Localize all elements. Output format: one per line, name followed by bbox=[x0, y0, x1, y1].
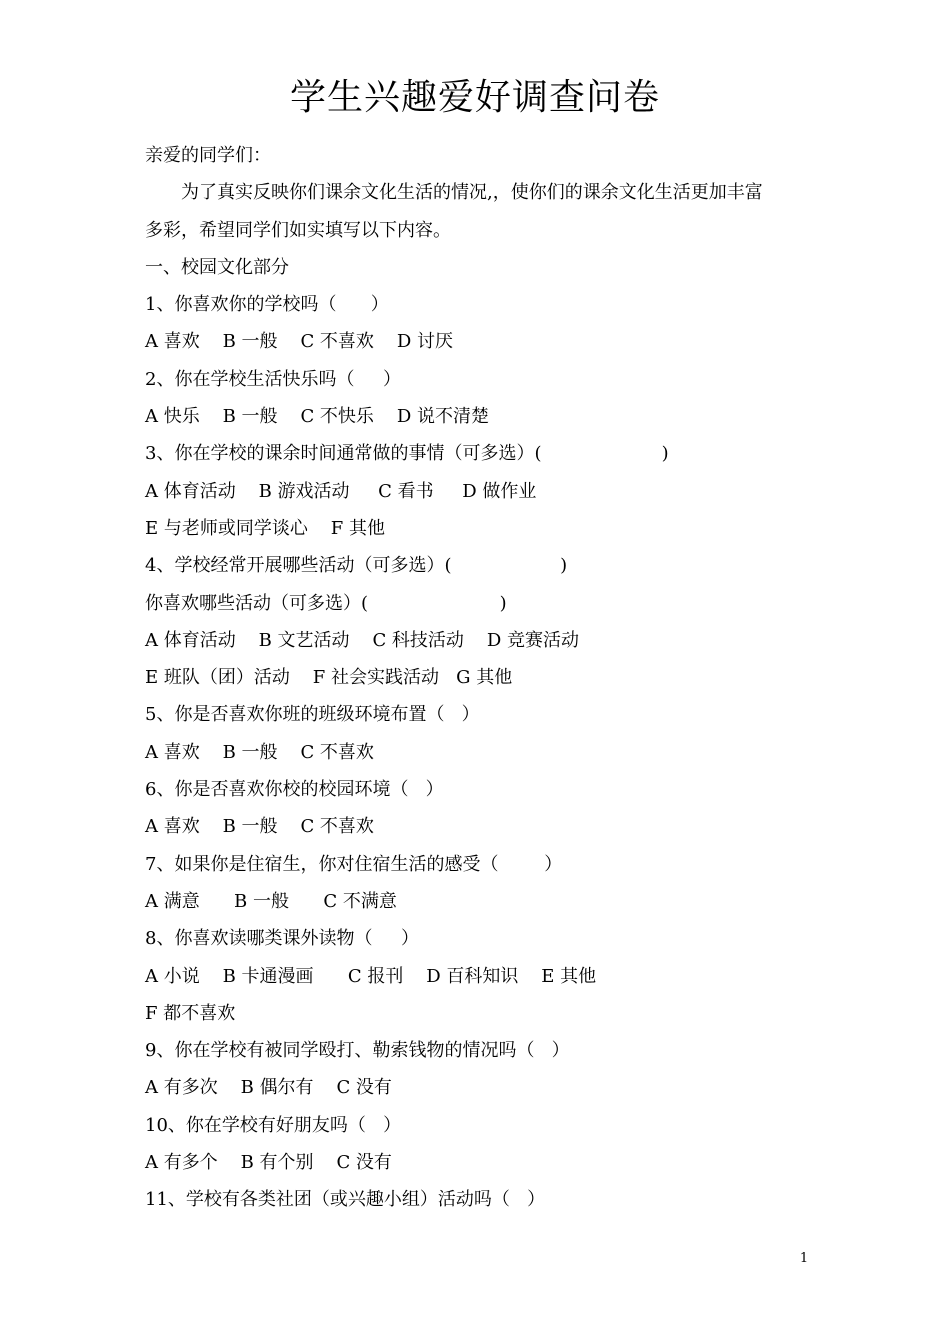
question-9: 9、你在学校有被同学殴打、勒索钱物的情况吗（ ） bbox=[145, 1040, 570, 1062]
question-8-options-a: A 小说 B 卡通漫画 C 报刊 D 百科知识 E 其他 bbox=[145, 965, 597, 987]
question-1-options: A 喜欢 B 一般 C 不喜欢 D 讨厌 bbox=[145, 331, 453, 353]
intro-paragraph-line-2: 多彩，希望同学们如实填写以下内容。 bbox=[145, 219, 451, 241]
question-3-options-b: E 与老师或同学谈心 F 其他 bbox=[145, 517, 385, 539]
question-4-options-b: E 班队（团）活动 F 社会实践活动 G 其他 bbox=[145, 667, 513, 689]
question-6-options: A 喜欢 B 一般 C 不喜欢 bbox=[145, 816, 374, 838]
question-3-options-a: A 体育活动 B 游戏活动 C 看书 D 做作业 bbox=[145, 480, 537, 502]
question-4-options-a: A 体育活动 B 文艺活动 C 科技活动 D 竞赛活动 bbox=[145, 629, 579, 651]
question-7-options: A 满意 B 一般 C 不满意 bbox=[145, 890, 397, 912]
questionnaire-body bbox=[145, 137, 835, 1219]
page-number: 1 bbox=[799, 1251, 809, 1266]
question-2: 2、你在学校生活快乐吗（ ） bbox=[145, 368, 402, 390]
question-1: 1、你喜欢你的学校吗（ ） bbox=[145, 294, 389, 316]
question-8-options-b: F 都不喜欢 bbox=[145, 1002, 236, 1024]
question-10: 10、你在学校有好朋友吗（ ） bbox=[145, 1114, 402, 1136]
question-11: 11、学校有各类社团（或兴趣小组）活动吗（ ） bbox=[145, 1189, 546, 1211]
question-3: 3、你在学校的课余时间通常做的事情（可多选）( ) bbox=[145, 443, 669, 465]
question-10-options: A 有多个 B 有个别 C 没有 bbox=[145, 1152, 392, 1174]
question-7: 7、如果你是住宿生，你对住宿生活的感受（ ） bbox=[145, 853, 563, 875]
question-4: 4、学校经常开展哪些活动（可多选）( ) bbox=[145, 555, 568, 577]
question-5: 5、你是否喜欢你班的班级环境布置（ ） bbox=[145, 704, 480, 726]
question-8: 8、你喜欢读哪类课外读物（ ） bbox=[145, 928, 420, 950]
question-6: 6、你是否喜欢你校的校园环境（ ） bbox=[145, 779, 444, 801]
question-2-options: A 快乐 B 一般 C 不快乐 D 说不清楚 bbox=[145, 406, 489, 428]
section-heading: 一、校园文化部分 bbox=[145, 256, 289, 278]
question-4-sub: 你喜欢哪些活动（可多选）( ) bbox=[145, 592, 507, 614]
question-5-options: A 喜欢 B 一般 C 不喜欢 bbox=[145, 741, 374, 763]
question-9-options: A 有多次 B 偶尔有 C 没有 bbox=[145, 1077, 392, 1099]
intro-paragraph-line-1: 为了真实反映你们课余文化生活的情况,，使你们的课余文化生活更加丰富 bbox=[181, 182, 763, 204]
greeting: 亲爱的同学们： bbox=[145, 145, 271, 166]
document-title: 学生兴趣爱好调查问卷 bbox=[289, 77, 660, 118]
